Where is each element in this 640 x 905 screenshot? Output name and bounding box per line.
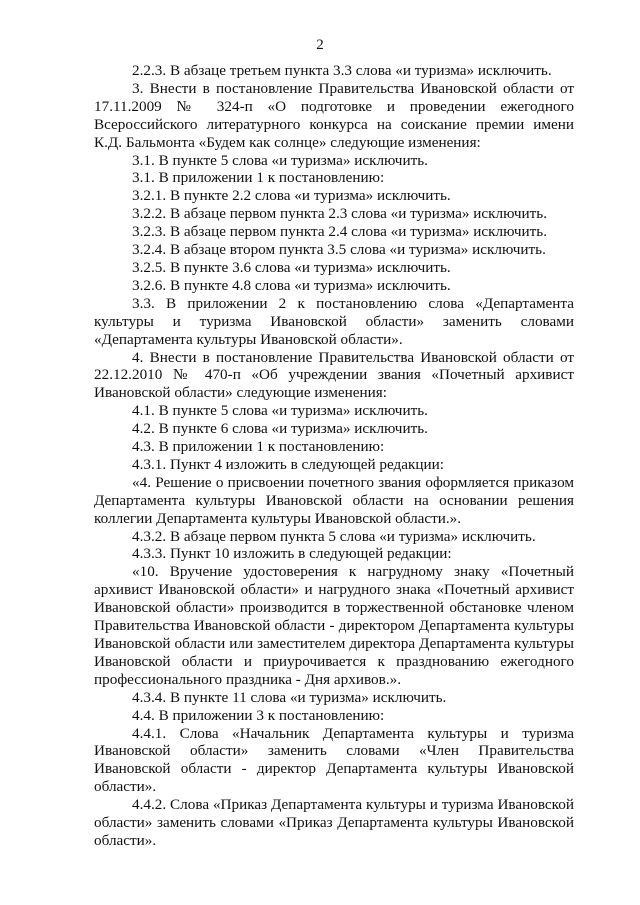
paragraph-3-2-5: 3.2.5. В пункте 3.6 слова «и туризма» исключить. [132,258,451,276]
paragraph-4-4: 4.4. В приложении 3 к постановлению: [132,706,385,724]
paragraph-4-2: 4.2. В пункте 6 слова «и туризма» исключить. [132,420,428,438]
paragraph-3-3: 3.3. В приложении 2 к постановлению слова «Департамента культуры и туризма Ивановской области» заменить словами «Департамента культуры Ивановской области». [94,294,574,348]
document-body [94,62,574,850]
paragraph-3: 3. Внести в постановление Правительства Ивановской области от 17.11.2009 № 324-п «О подготовке и проведении ежегодного Всероссийского литературного конкурса на соискание премии имени К.Д. Бальмонта «Будем как солнце» следующие изменения: [94,79,574,151]
paragraph-3-1-appendix: 3.1. В приложении 1 к постановлению: [132,169,385,187]
paragraph-4-3-3: 4.3.3. Пункт 10 изложить в следующей редакции: [132,545,452,563]
paragraph-3-2-1: 3.2.1. В пункте 2.2 слова «и туризма» исключить. [132,187,451,205]
paragraph-4-3-4: 4.3.4. В пункте 11 слова «и туризма» исключить. [132,688,447,706]
paragraph-quote-10: «10. Вручение удостоверения к нагрудному знаку «Почетный архивист Ивановской области» и нагрудного знака «Почетный архивист Ивановской области» производится в торжественной обстановке членом Правительства Ивановской области - директором Департамента культуры Ивановской области или заместителем директора Департамента культуры Ивановской области и приурочивается к празднованию ежегодного профессионального праздника - Дня архивов.». [94,563,574,688]
paragraph-4-3: 4.3. В приложении 1 к постановлению: [132,438,385,456]
paragraph-4-3-2: 4.3.2. В абзаце первом пункта 5 слова «и туризма» исключить. [132,527,536,545]
paragraph-quote-4: «4. Решение о присвоении почетного звания оформляется приказом Департамента культуры Ивановской области на основании решения коллегии Департамента культуры Ивановской области.». [94,473,574,527]
paragraph-4: 4. Внести в постановление Правительства Ивановской области от 22.12.2010 № 470-п «Об учреждении звания «Почетный архивист Ивановской области» следующие изменения: [94,348,574,402]
paragraph-3-2-6: 3.2.6. В пункте 4.8 слова «и туризма» исключить. [132,276,451,294]
paragraph-3-1: 3.1. В пункте 5 слова «и туризма» исключить. [132,151,428,169]
paragraph-4-3-1: 4.3.1. Пункт 4 изложить в следующей редакции: [132,455,445,473]
paragraph-3-2-4: 3.2.4. В абзаце втором пункта 3.5 слова «и туризма» исключить. [132,241,546,259]
page-number: 2 [316,37,324,53]
paragraph-4-4-2: 4.4.2. Слова «Приказ Департамента культуры и туризма Ивановской области» заменить словами «Приказ Департамента культуры Ивановской области». [94,796,574,849]
paragraph-3-2-3: 3.2.3. В абзаце первом пункта 2.4 слова «и туризма» исключить. [132,223,548,241]
paragraph-4-1: 4.1. В пункте 5 слова «и туризма» исключить. [132,402,428,420]
paragraph-2-2-3: 2.2.3. В абзаце третьем пункта 3.3 слова «и туризма» исключить. [132,62,552,79]
paragraph-3-2-2: 3.2.2. В абзаце первом пункта 2.3 слова «и туризма» исключить. [132,205,548,223]
paragraph-4-4-1: 4.4.1. Слова «Начальник Департамента культуры и туризма Ивановской области» заменить словами «Член Правительства Ивановской области - директор Департамента культуры Ивановской области». [94,724,574,796]
